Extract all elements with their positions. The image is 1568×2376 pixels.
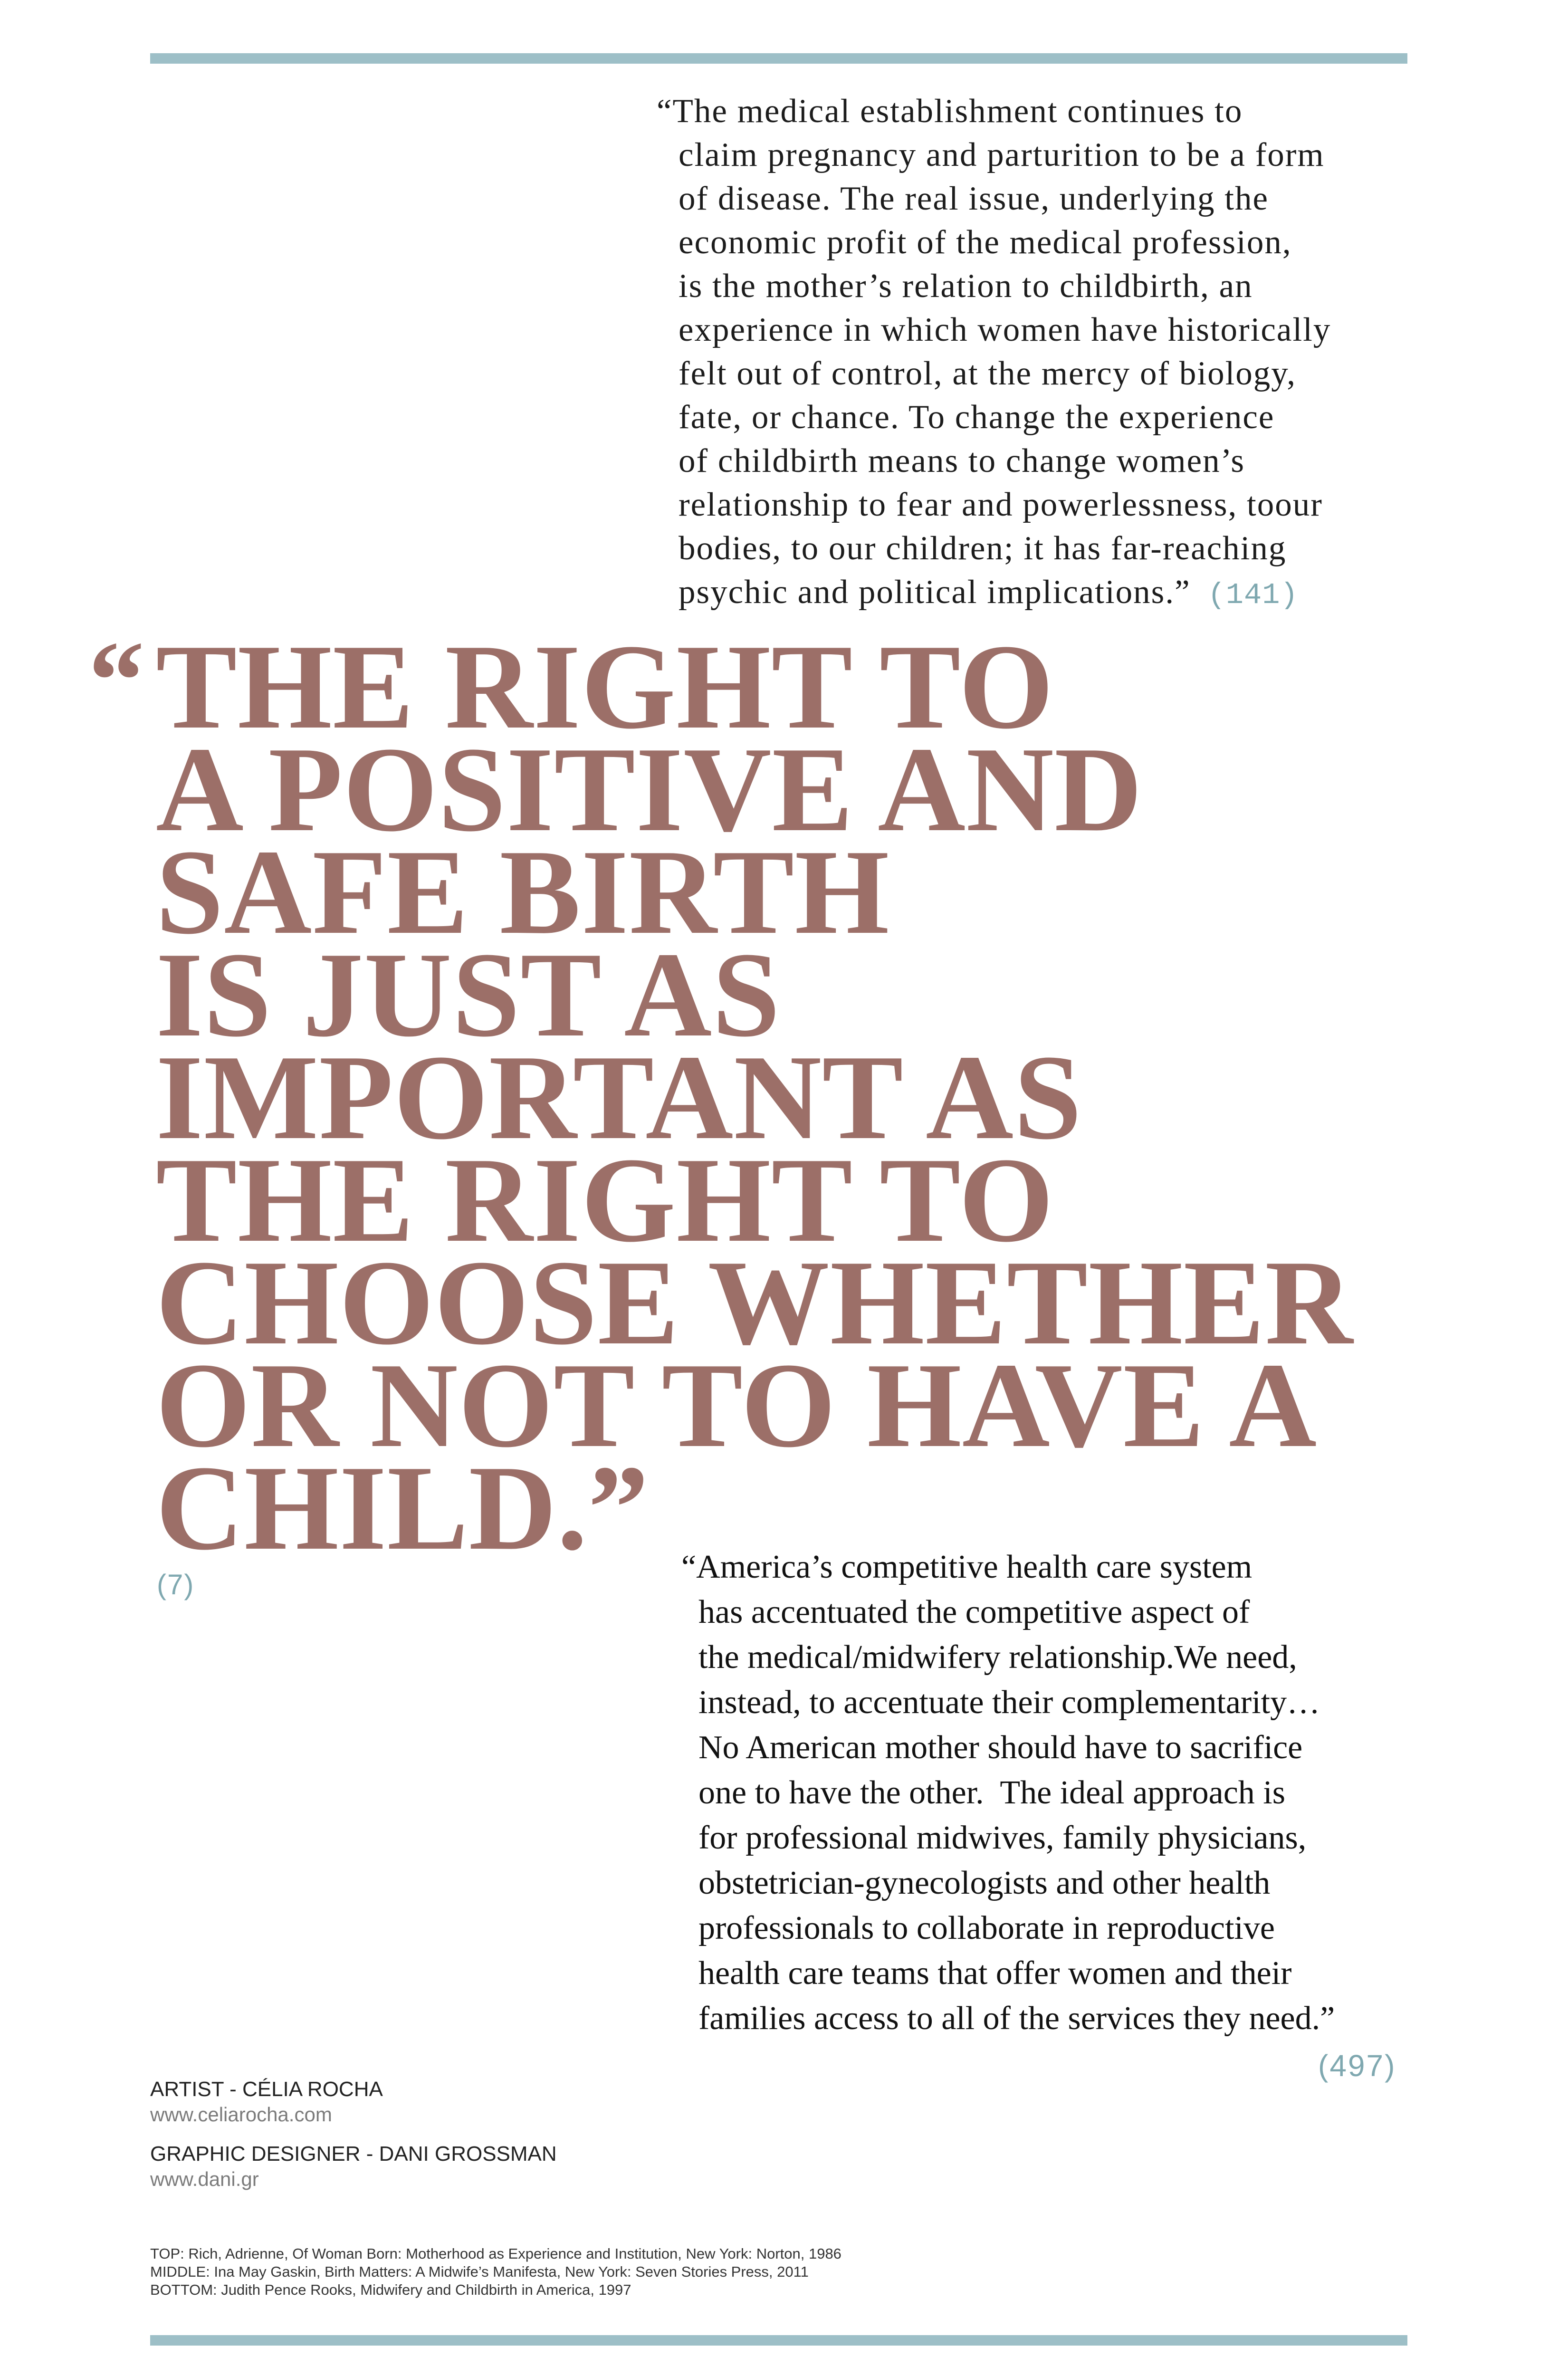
bottom-quote <box>681 1544 1440 2041</box>
quote-line: felt out of control, at the mercy of biology, <box>679 355 1296 392</box>
pull-quote-line: IMPORTANT AS <box>156 1030 1082 1165</box>
pull-quote-line: CHILD.” <box>156 1441 650 1575</box>
quote-line: health care teams that offer women and their <box>698 1955 1292 1992</box>
quote-line: No American mother should have to sacrifice <box>698 1729 1303 1766</box>
quote-line: instead, to accentuate their complementarity… <box>698 1684 1320 1721</box>
bottom-rule <box>150 2335 1407 2346</box>
quote-line: families access to all of the services they need.” <box>698 2000 1335 2037</box>
quote-line: has accentuated the competitive aspect of <box>698 1594 1250 1630</box>
bottom-quote-citation: (497) <box>1318 2049 1396 2083</box>
quote-line: “The medical establishment continues to <box>657 93 1243 130</box>
pull-quote-line: THE RIGHT TO <box>156 1133 1054 1267</box>
quote-line-last <box>679 570 1486 617</box>
pull-quote-line: CHOOSE WHETHER <box>156 1236 1354 1370</box>
designer-credit: GRAPHIC DESIGNER - DANI GROSSMAN <box>150 2142 557 2165</box>
quote-line: experience in which women have historically <box>679 311 1331 348</box>
pull-quote-line: IS JUST AS <box>156 928 781 1062</box>
artist-credit: ARTIST - CÉLIA ROCHA <box>150 2078 383 2101</box>
source-bottom: BOTTOM: Judith Pence Rooks, Midwifery and Childbirth in America, 1997 <box>150 2281 631 2298</box>
pull-quote-line: A POSITIVE AND <box>156 722 1143 857</box>
pull-quote-line: THE RIGHT TO <box>156 620 1054 754</box>
quote-line-text: psychic and political implications.” <box>679 574 1191 611</box>
quote-line: “America’s competitive health care system <box>681 1549 1252 1585</box>
source-middle: MIDDLE: Ina May Gaskin, Birth Matters: A Midwife’s Manifesta, New York: Seven Stories Press, 2011 <box>150 2263 809 2280</box>
quote-line: economic profit of the medical profession, <box>679 224 1292 261</box>
top-quote <box>657 89 1486 617</box>
quote-line: bodies, to our children; it has far-reaching <box>679 530 1287 567</box>
pull-quote-line: OR NOT TO HAVE A <box>156 1338 1318 1473</box>
pull-quote-citation: (7) <box>157 1569 195 1600</box>
pull-quote-line: SAFE BIRTH <box>156 825 890 959</box>
source-top: TOP: Rich, Adrienne, Of Woman Born: Motherhood as Experience and Institution, New York: Norton, 1986 <box>150 2245 841 2262</box>
quote-line: obstetrician-gynecologists and other health <box>698 1865 1271 1901</box>
quote-line: fate, or chance. To change the experience <box>679 399 1275 436</box>
top-quote-citation: (141) <box>1207 578 1299 612</box>
top-rule <box>150 53 1407 64</box>
quote-line: professionals to collaborate in reproductive <box>698 1910 1275 1946</box>
pull-quote-open-mark: “ <box>88 619 144 743</box>
quote-line: the medical/midwifery relationship.We need, <box>698 1639 1297 1676</box>
quote-line: claim pregnancy and parturition to be a form <box>679 136 1325 173</box>
sources-list <box>150 2245 841 2299</box>
quote-line: of disease. The real issue, underlying the <box>679 180 1269 217</box>
quote-line: of childbirth means to change women’s <box>679 442 1245 479</box>
quote-line: for professional midwives, family physicians, <box>698 1820 1307 1856</box>
quote-line: is the mother’s relation to childbirth, an <box>679 268 1253 305</box>
artist-website-link[interactable]: www.celiarocha.com <box>150 2103 332 2126</box>
quote-line: relationship to fear and powerlessness, toour <box>679 486 1323 523</box>
designer-website-link[interactable]: www.dani.gr <box>150 2168 259 2190</box>
quote-line: one to have the other. The ideal approach is <box>698 1774 1285 1811</box>
